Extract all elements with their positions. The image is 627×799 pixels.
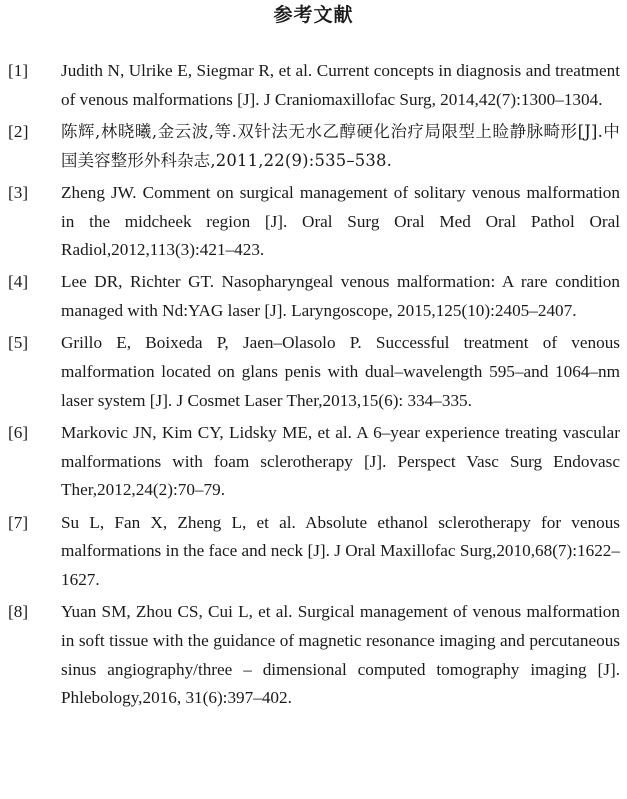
reference-number: [4]	[8, 272, 29, 292]
reference-number: [8]	[8, 602, 29, 622]
reference-number: [2]	[8, 121, 29, 141]
reference-list	[8, 57, 620, 716]
reference-item-2	[8, 118, 620, 175]
reference-item-1	[8, 57, 620, 114]
reference-number: [1]	[8, 61, 29, 80]
reference-number: [6]	[8, 422, 29, 442]
reference-text: Markovic JN, Kim CY, Lidsky ME, et al. A 6–year experience treating vascular malformations with foam sclerotherapy [J]. Perspect Vasc Surg Endovasc Ther,2012,24(2):70–79.	[61, 422, 620, 500]
reference-text: Lee DR, Richter GT. Nasopharyngeal venous malformation: A rare condition managed with Nd:YAG laser [J]. Laryngoscope, 2015,125(10):2405–2407.	[61, 272, 620, 321]
reference-number: [7]	[8, 512, 29, 532]
reference-item-3	[8, 179, 620, 265]
reference-text: Grillo E, Boixeda P, Jaen–Olasolo P. Successful treatment of venous malformation located on glans penis with dual–wavelength 595–and 1064–nm laser system [J]. J Cosmet Laser Ther,2013,15(6): 334–335.	[61, 333, 620, 410]
reference-item-8	[8, 598, 620, 713]
section-heading: 参考文献	[273, 4, 354, 26]
reference-text: Zheng JW. Comment on surgical management of solitary venous malformation in the midcheek region [J]. Oral Surg Oral Med Oral Pathol Oral Radiol,2012,113(3):421–423.	[61, 182, 620, 260]
reference-item-6	[8, 419, 620, 505]
reference-item-5	[8, 329, 620, 415]
reference-item-4	[8, 268, 620, 325]
reference-number: [5]	[8, 333, 29, 353]
reference-text: Judith N, Ulrike E, Siegmar R, et al. Current concepts in diagnosis and treatment of venous malformations [J]. J Craniomaxillofac Surg, 2014,42(7):1300–1304.	[61, 61, 620, 109]
reference-text: Yuan SM, Zhou CS, Cui L, et al. Surgical management of venous malformation in soft tissue with the guidance of magnetic resonance imaging and percutaneous sinus angiography/three – dimensional computed tomography imaging [J]. Phlebology,2016, 31(6):397–402.	[61, 602, 620, 708]
reference-item-7	[8, 509, 620, 595]
reference-number: [3]	[8, 182, 29, 202]
reference-text: 陈辉,林晓曦,金云波,等.双针法无水乙醇硬化治疗局限型上睑静脉畸形[J].中国美容整形外科杂志,2011,22(9):535–538.	[61, 121, 620, 170]
reference-text: Su L, Fan X, Zheng L, et al. Absolute ethanol sclerotherapy for venous malformations in the face and neck [J]. J Oral Maxillofac Surg,2010,68(7):1622–1627.	[61, 512, 620, 589]
